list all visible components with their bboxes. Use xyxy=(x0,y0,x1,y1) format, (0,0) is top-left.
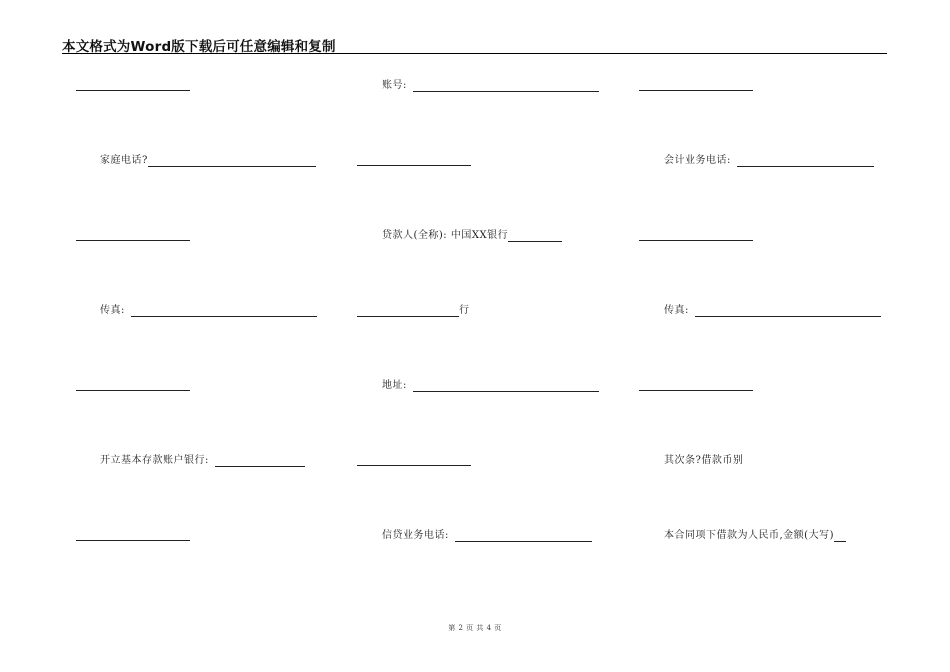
blank-line-r3-right[interactable] xyxy=(639,230,753,241)
bank-branch-suffix: 行 xyxy=(459,305,470,316)
home-phone-field[interactable] xyxy=(100,155,316,167)
credit-phone-blank[interactable] xyxy=(455,531,592,542)
home-phone-blank[interactable] xyxy=(148,156,316,167)
page-header xyxy=(62,33,887,54)
blank-line-r5-left[interactable] xyxy=(76,380,190,391)
blank-line-r6-mid[interactable] xyxy=(357,455,471,466)
loan-amount-field[interactable] xyxy=(664,530,846,542)
blank-line-r1-right[interactable] xyxy=(639,80,753,91)
accounting-phone-blank[interactable] xyxy=(737,156,874,167)
basic-account-bank-field[interactable] xyxy=(100,455,305,467)
address-blank[interactable] xyxy=(413,381,599,392)
account-label: 账号: xyxy=(382,80,407,91)
fax-blank-right[interactable] xyxy=(695,306,881,317)
home-phone-label: 家庭电话? xyxy=(100,155,148,166)
fax-label-right: 传真: xyxy=(664,305,689,316)
address-label: 地址: xyxy=(382,380,407,391)
accounting-phone-label: 会计业务电话: xyxy=(664,155,731,166)
address-field[interactable] xyxy=(382,380,599,392)
lender-blank[interactable] xyxy=(508,231,562,242)
credit-phone-field[interactable] xyxy=(382,530,592,542)
lender-label: 贷款人(全称): 中国XX银行 xyxy=(382,230,509,241)
blank-line-r7-left[interactable] xyxy=(76,530,190,541)
header-title: 本文格式为Word版下载后可任意编辑和复制 xyxy=(62,39,336,55)
fax-label-left: 传真: xyxy=(100,305,125,316)
fax-field-right[interactable] xyxy=(664,305,881,317)
accounting-phone-field[interactable] xyxy=(664,155,874,167)
page-number: 第 2 页 共 4 页 xyxy=(448,624,502,632)
fax-field-left[interactable] xyxy=(100,305,317,317)
blank-line-r2-mid[interactable] xyxy=(357,155,471,166)
account-field[interactable] xyxy=(382,80,599,92)
basic-account-bank-label: 开立基本存款账户银行: xyxy=(100,455,209,466)
credit-phone-label: 信贷业务电话: xyxy=(382,530,449,541)
loan-amount-label: 本合同项下借款为人民币,金额(大写) xyxy=(664,530,834,541)
basic-account-bank-blank[interactable] xyxy=(215,456,305,467)
blank-line-r5-right[interactable] xyxy=(639,380,753,391)
loan-currency-clause xyxy=(664,455,743,467)
blank-line-r1-left[interactable] xyxy=(76,80,190,91)
blank-line-r3-left[interactable] xyxy=(76,230,190,241)
bank-branch-field[interactable] xyxy=(357,305,470,317)
lender-field[interactable] xyxy=(382,230,562,242)
account-blank[interactable] xyxy=(413,81,599,92)
loan-amount-blank[interactable] xyxy=(834,531,846,542)
loan-currency-label: 其次条?借款币别 xyxy=(664,455,744,466)
bank-branch-blank[interactable] xyxy=(357,306,459,317)
fax-blank-left[interactable] xyxy=(131,306,317,317)
